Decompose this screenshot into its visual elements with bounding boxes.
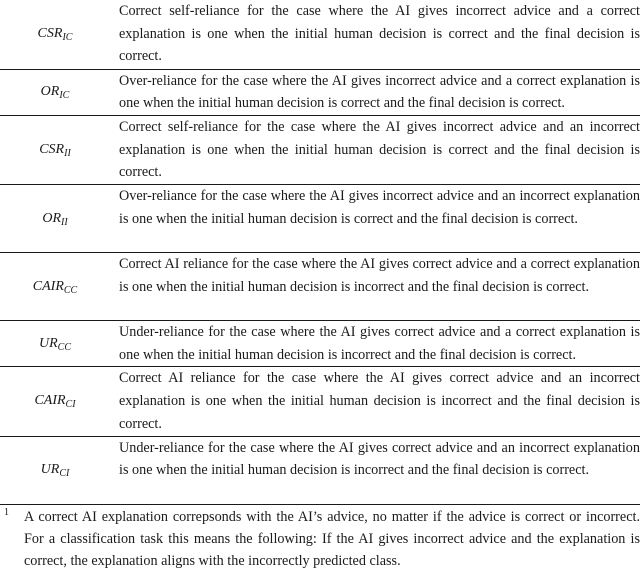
description-cell [110, 436, 640, 504]
footnote-marker: 1 [4, 507, 9, 518]
description-text: Over-reliance for the case where the AI gives incorrect advice and a correct explanation is one when the initial human decision is correct and the final decision is correct. [119, 72, 640, 112]
table-row [0, 69, 640, 115]
term-subscript: CC [57, 341, 71, 353]
description-cell [110, 321, 640, 367]
term-subscript: IC [62, 32, 73, 44]
table-row [0, 367, 640, 436]
table-row [0, 436, 640, 504]
term-base: CAIR [34, 393, 66, 409]
description-text: Under-reliance for the case where the AI gives correct advice and an incorrect explanation is one when the initial human decision is incorrect and the final decision is correct. [119, 439, 640, 479]
term-cell [0, 0, 110, 69]
term-cell [0, 69, 110, 115]
description-cell [110, 253, 640, 321]
table-row [0, 321, 640, 367]
description-text: Correct self-reliance for the case where the AI gives incorrect advice and an incorrect explanation is one when the initial human decision is correct and the final decision is correct. [119, 118, 640, 181]
term-label [37, 26, 73, 44]
term-cell [0, 115, 110, 184]
term-label [39, 142, 71, 157]
term-cell [0, 367, 110, 436]
term-subscript: CC [63, 284, 78, 296]
term-label [33, 279, 77, 294]
term-cell [0, 321, 110, 367]
term-subscript: CI [65, 399, 76, 411]
table-row [0, 115, 640, 184]
footnote-text: A correct AI explanation correpsonds with the AI’s advice, no matter if the advice is correct or incorrect. For a classification task this means the following: If the AI gives incorrect advice and the explanation is correct, the explanation aligns with the incorrectly predicted class. [24, 509, 640, 569]
term-base: CSR [37, 26, 63, 42]
term-label [42, 211, 67, 226]
term-label [40, 462, 70, 480]
description-cell [110, 69, 640, 115]
term-subscript: II [64, 147, 71, 159]
description-text: Under-reliance for the case where the AI gives correct advice and a correct explanation is one when the initial human decision is incorrect and the final decision is correct. [119, 324, 640, 363]
table-row [0, 253, 640, 321]
table-row [0, 185, 640, 253]
term-base: CAIR [32, 278, 64, 294]
term-subscript: IC [59, 90, 70, 102]
term-base: UR [38, 335, 58, 351]
description-text: Correct AI reliance for the case where the AI gives correct advice and a correct explanation is one when the initial human decision is incorrect and the final decision is correct. [119, 256, 640, 295]
term-label [39, 336, 71, 351]
description-text: Correct self-reliance for the case where the AI gives incorrect advice and a correct explanation is one when the initial human decision is correct and the final decision is correct. [119, 3, 640, 65]
description-cell [110, 367, 640, 436]
term-cell [0, 253, 110, 321]
term-subscript: II [61, 216, 68, 228]
term-subscript: CI [59, 468, 70, 480]
term-label [34, 393, 76, 411]
term-cell [0, 185, 110, 253]
term-cell [0, 436, 110, 504]
description-text: Correct AI reliance for the case where the AI gives correct advice and an incorrect explanation is one when the initial human decision is incorrect and the final decision is correct. [119, 370, 640, 432]
term-base: OR [42, 210, 61, 226]
footnote [0, 506, 640, 572]
description-cell [110, 185, 640, 253]
term-base: UR [40, 462, 60, 478]
description-cell [110, 115, 640, 184]
table-row [0, 0, 640, 69]
description-cell [110, 0, 640, 69]
term-base: OR [40, 84, 60, 100]
description-text: Over-reliance for the case where the AI gives incorrect advice and an incorrect explanation is one when the initial human decision is correct and the final decision is correct. [119, 188, 640, 227]
term-base: CSR [39, 141, 65, 157]
term-label [40, 84, 70, 102]
